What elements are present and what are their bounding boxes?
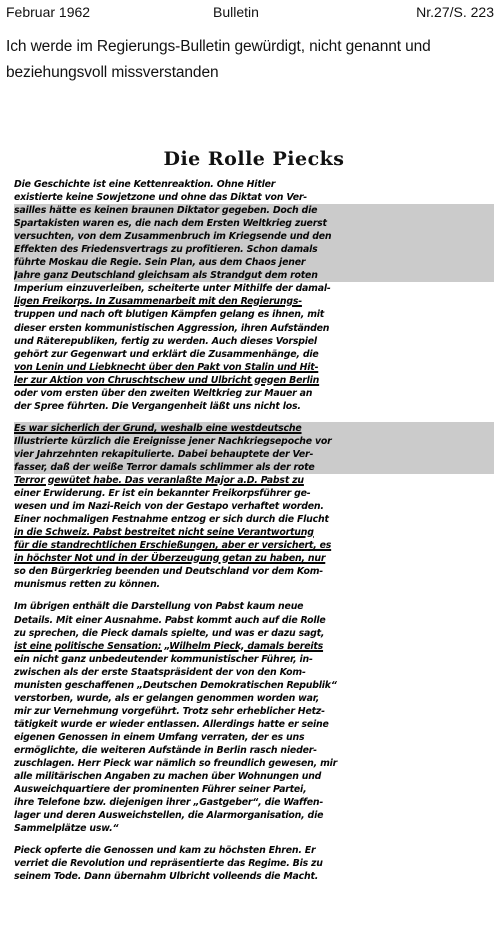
article-line: Imperium einzuverleiben, scheiterte unter Mithilfe der damal- [14,283,331,295]
article-line: lager und deren Ausweichstellen, die Alarmorganisation, die [14,810,324,822]
article-line: in höchster Not und in der Überzeugung getan zu haben, nur [14,553,326,565]
article-line: ihre Telefone bzw. diejenigen ihrer „Gastgeber“, die Waffen- [14,797,324,809]
article-line: dieser ersten kommunistischen Aggression, ihren Aufständen [14,322,330,334]
document-header [6,4,494,24]
article-line: Illustrierte kürzlich die Ereignisse jener Nachkriegsepoche vor [14,435,494,448]
article-line: versuchten, von dem Zusammenbruch im Kriegsende und den [14,230,494,243]
article-line: Pieck opferte die Genossen und kam zu höchsten Ehren. Er [14,845,316,857]
header-publication: Bulletin [213,4,259,20]
header-date: Februar 1962 [6,4,91,20]
article-line: führte Moskau die Regie. Sein Plan, aus dem Chaos jener [14,256,494,269]
article-line: in die Schweiz. Pabst bestreitet nicht seine Verantwortung [14,527,314,539]
article-line: mir zur Vernehmung vorgeführt. Trotz sehr erheblicher Hetz- [14,705,325,717]
article-line: einer Erwiderung. Er ist ein bekannter Freikorpsführer ge- [14,488,311,500]
article-paragraph [14,600,494,835]
article-line: Spartakisten waren es, die nach dem Ersten Weltkrieg zuerst [14,217,494,230]
newspaper-clipping [14,148,494,888]
article-line: wesen und im Nazi-Reich von der Gestapo verhaftet worden. [14,501,324,513]
article-line: verstorben, wurde, als er gelangen genommen worden war, [14,692,320,704]
article-line: sailles hätte es keinen braunen Diktator gegeben. Doch die [14,204,494,217]
article-line: ist eine politische Sensation: „Wilhelm Pieck, damals bereits [14,640,324,652]
article-line: munisten geschaffenen „Deutschen Demokratischen Republik“ [14,679,337,691]
article-line: so den Bürgerkrieg beenden und Deutschland vor dem Kom- [14,566,323,578]
caption-text: Ich werde im Regierungs-Bulletin gewürdigt, nicht genannt und beziehungsvoll missverstanden [6,38,431,81]
article-line: ein nicht ganz unbedeutender kommunistischer Führer, in- [14,653,313,665]
article-paragraph [14,422,494,592]
article-line: verriet die Revolution und repräsentierte das Regime. Bis zu [14,858,323,870]
article-line: Im übrigen enthält die Darstellung von Pabst kaum neue [14,601,304,613]
article-line: zu sprechen, die Pieck damals spielte, und was er dazu sagt, [14,627,325,639]
article-paragraph [14,844,494,883]
article-line: ler zur Aktion von Chruschtschew und Ulbricht gegen Berlin [14,374,320,386]
article-line: Die Geschichte ist eine Kettenreaktion. Ohne Hitler [14,179,276,190]
article-line: Es war sicherlich der Grund, weshalb eine westdeutsche [14,422,494,435]
article-line: gehört zur Gegenwart und erklärt die Zusammenhänge, die [14,348,319,360]
article-line: Einer nochmaligen Festnahme entzog er sich durch die Flucht [14,514,329,526]
article-line: vier Jahrzehnten rekapitulierte. Dabei behauptete der Ver- [14,448,494,461]
header-reference: Nr.27/S. 223 [416,4,494,20]
article-line: der Spree führten. Die Vergangenheit läßt uns nicht los. [14,400,301,412]
article-line: Details. Mit einer Ausnahme. Pabst kommt auch auf die Rolle [14,614,326,626]
article-line: zuschlagen. Herr Pieck war nämlich so freundlich gewesen, mir [14,758,338,770]
article-line: Effekten des Friedensvertrags zu profitieren. Schon damals [14,243,494,256]
article-line: ligen Freikorps. In Zusammenarbeit mit den Regierungs- [14,296,302,308]
article-line: Terror gewütet habe. Das veranlaßte Major a.D. Pabst zu [14,475,304,487]
clipping-title: Die Rolle Piecks [163,148,345,170]
article-line: Ausweichquartiere der prominenten Führer seiner Partei, [14,784,307,796]
article-line: zwischen als der erste Staatspräsident der von den Kom- [14,666,306,678]
article-line: ermöglichte, die weiteren Aufstände in Berlin rasch nieder- [14,744,317,756]
article-line: alle militärischen Angaben zu machen über Wohnungen und [14,771,322,783]
article-line: munismus retten zu können. [14,579,160,591]
article-line: tätigkeit wurde er wieder entlassen. Allerdings hatte er seine [14,718,329,730]
article-line: und Räterepubliken, fertig zu werden. Auch dieses Vorspiel [14,335,317,347]
article-line: fasser, daß der weiße Terror damals schlimmer als der rote [14,461,494,474]
article-body [14,178,494,883]
article-line: truppen und nach oft blutigen Kämpfen gelang es ihnen, mit [14,309,325,321]
article-line: Sammelplätze usw.“ [14,823,119,835]
article-line: für die standrechtlichen Erschießungen, aber er versichert, es [14,540,332,552]
article-line: eigenen Genossen in einem Umfang verraten, der es uns [14,731,305,743]
article-line: oder vom ersten über den zweiten Weltkrieg zur Mauer an [14,387,313,399]
article-paragraph [14,178,494,413]
article-line: existierte keine Sowjetzone und ohne das Diktat von Ver- [14,192,307,204]
article-line: seinem Tode. Dann übernahm Ulbricht volleends die Macht. [14,871,319,883]
article-line: von Lenin und Liebknecht über den Pakt von Stalin und Hit- [14,361,319,373]
article-line: Jahre ganz Deutschland gleichsam als Strandgut dem roten [14,269,494,282]
